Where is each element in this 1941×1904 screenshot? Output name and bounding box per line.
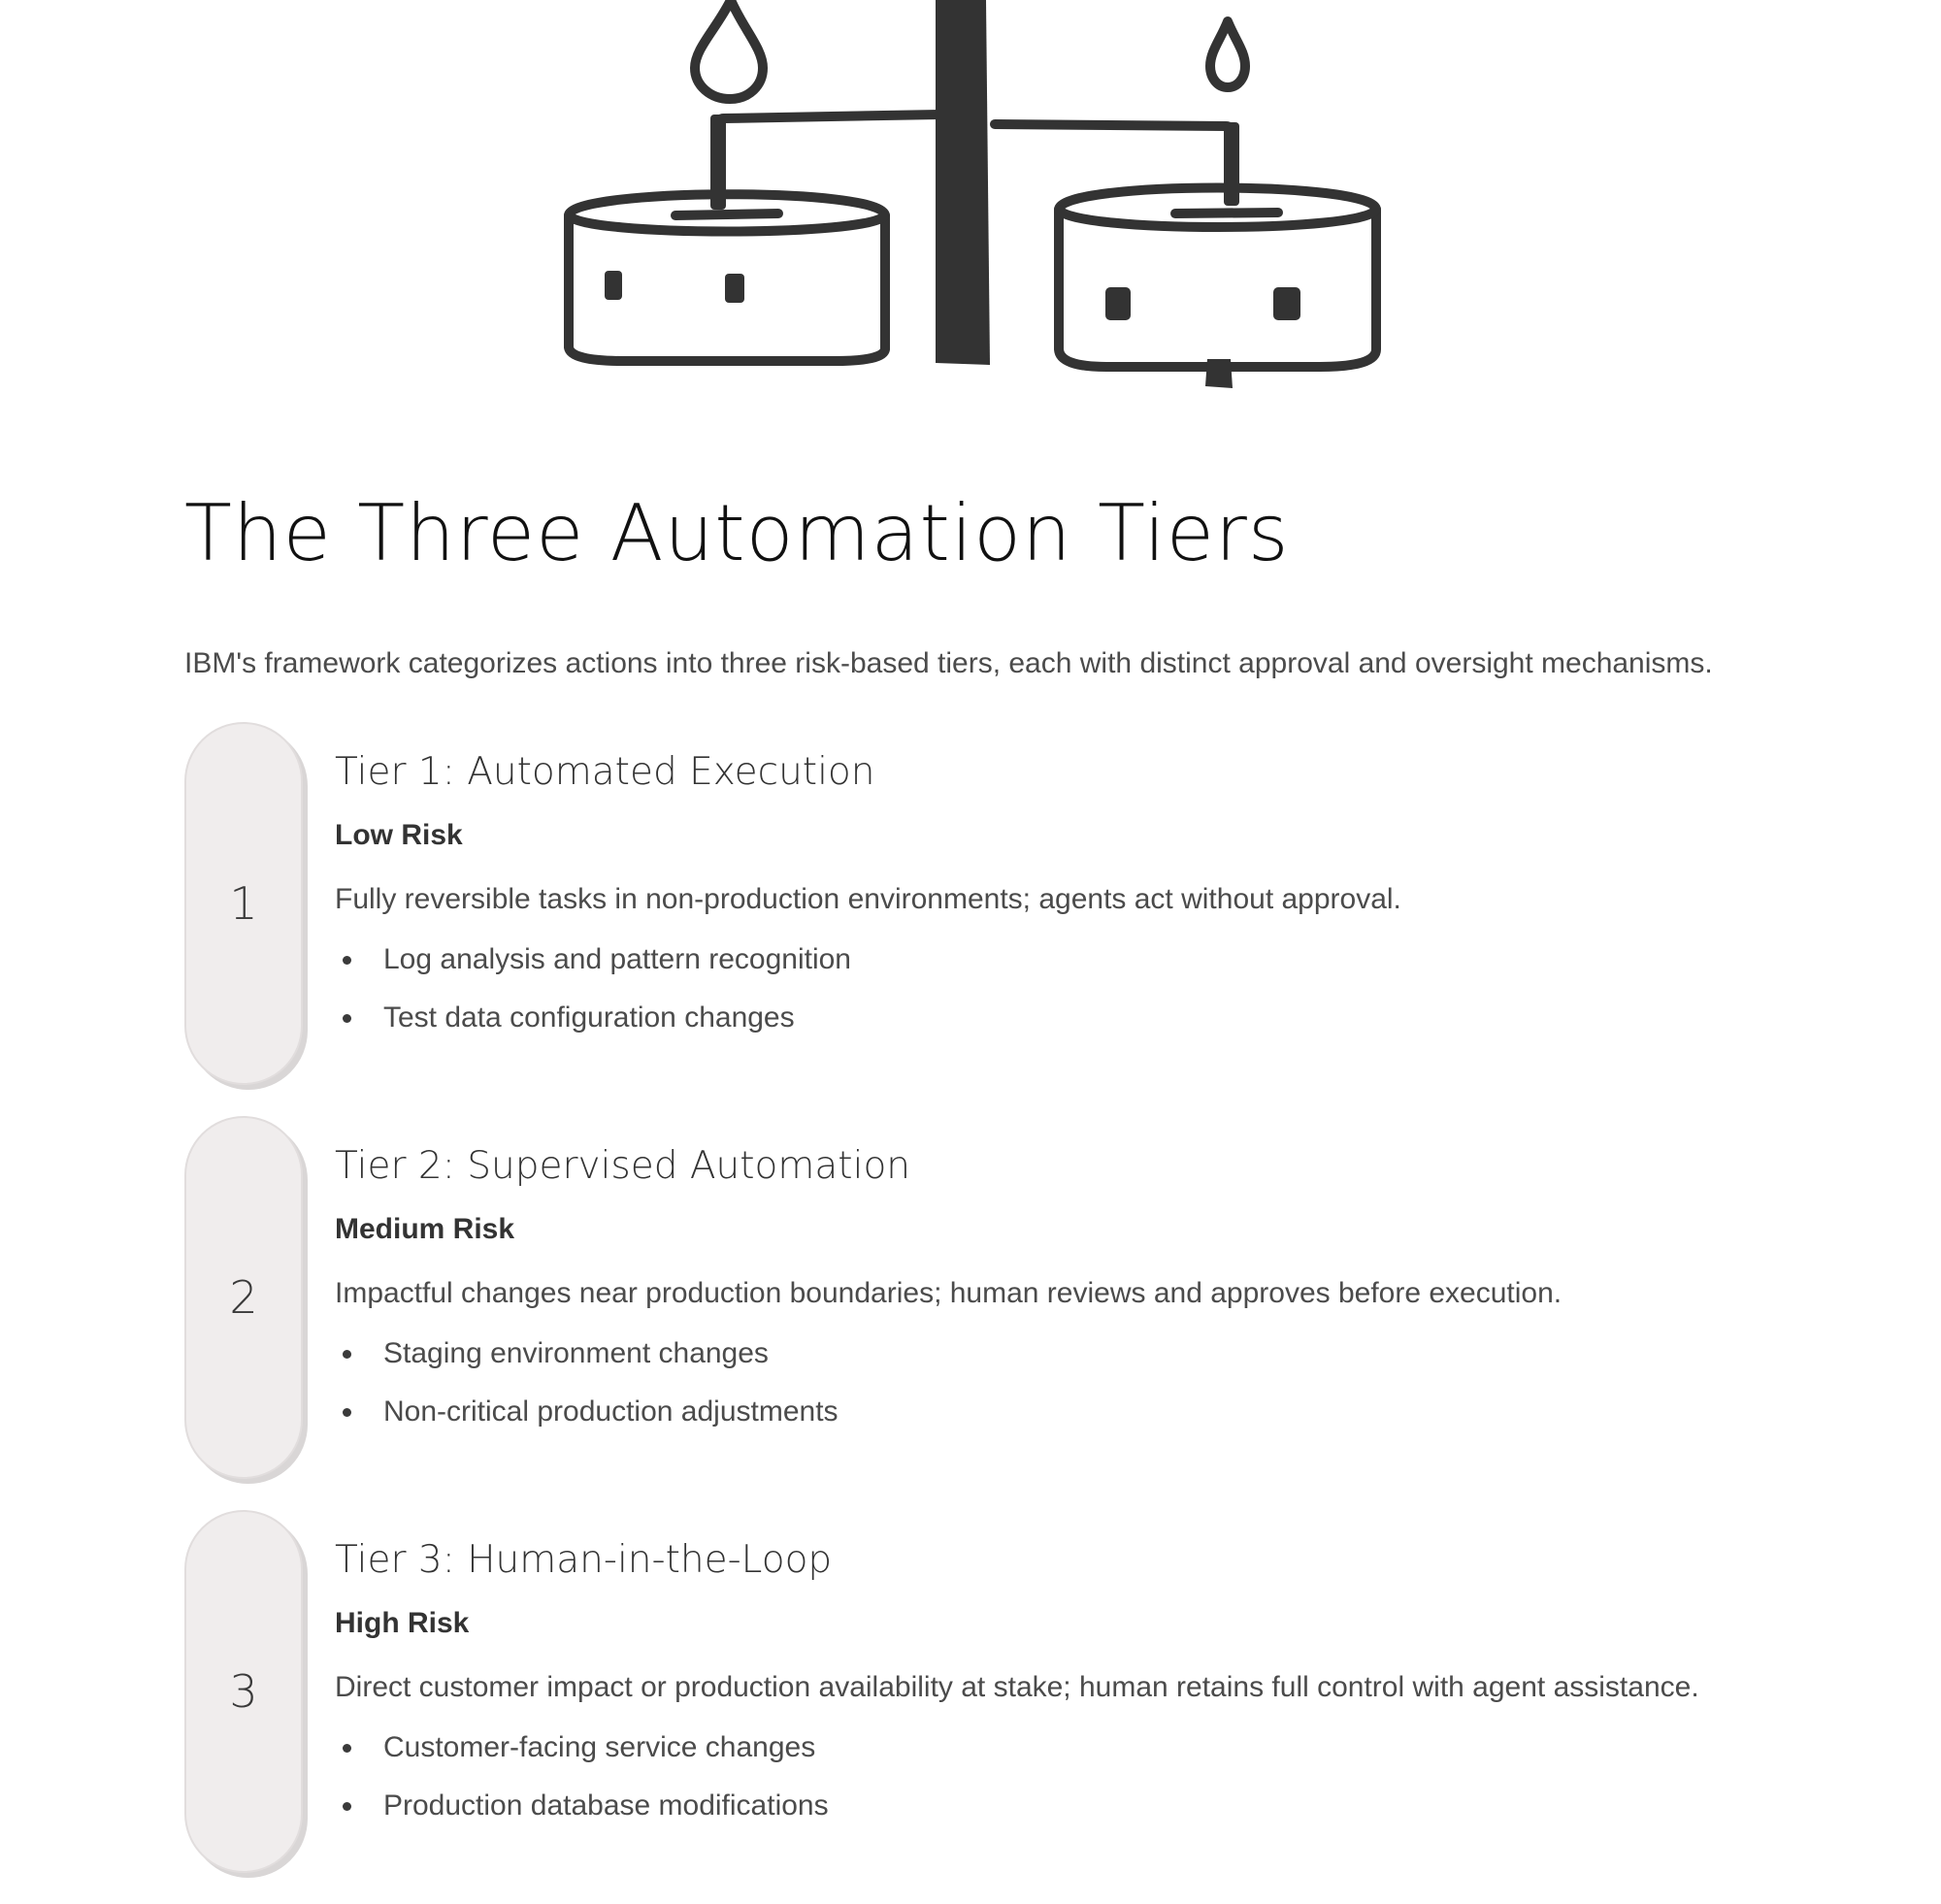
tier-card (184, 1116, 1834, 1481)
list-item (335, 1336, 1829, 1371)
list-item-text: Test data configuration changes (383, 1001, 795, 1034)
tier-content (335, 751, 1829, 1059)
tier-number-badge (184, 722, 303, 1085)
tier-number: 3 (229, 1665, 258, 1718)
tier-examples (335, 942, 1829, 1035)
tier-card (184, 1510, 1834, 1875)
list-item-text: Non-critical production adjustments (383, 1395, 839, 1428)
tier-number-badge (184, 1510, 303, 1873)
page-title: The Three Automation Tiers (184, 488, 1290, 578)
tier-risk-level: Low Risk (335, 818, 463, 851)
tier-content (335, 1539, 1829, 1847)
tier-risk-level: Medium Risk (335, 1212, 515, 1245)
tier-list (184, 722, 1834, 1904)
tier-card (184, 722, 1834, 1087)
bullet-icon (343, 1408, 351, 1417)
list-item (335, 942, 1829, 977)
page-intro: IBM's framework categorizes actions into three risk-based tiers, each with distinct approval and oversight mechanisms. (184, 647, 1713, 679)
tier-number: 1 (229, 877, 258, 930)
tier-description: Fully reversible tasks in non-production environments; agents act without approval. (335, 882, 1401, 915)
list-item (335, 1001, 1829, 1035)
list-item (335, 1730, 1829, 1765)
scales-candles-icon (543, 0, 1398, 408)
list-item-text: Customer-facing service changes (383, 1730, 816, 1763)
list-item (335, 1395, 1829, 1429)
tier-number-badge (184, 1116, 303, 1479)
tier-description: Impactful changes near production boundaries; human reviews and approves before execution. (335, 1276, 1563, 1309)
bullet-icon (343, 1014, 351, 1023)
bullet-icon (343, 1802, 351, 1811)
tier-content (335, 1145, 1829, 1453)
list-item (335, 1789, 1829, 1823)
tier-title: Tier 2: Supervised Automation (335, 1144, 911, 1188)
tier-title: Tier 1: Automated Execution (335, 750, 875, 794)
tier-description: Direct customer impact or production availability at stake; human retains full control with agent assistance. (335, 1670, 1699, 1703)
tier-title: Tier 3: Human-in-the-Loop (335, 1538, 833, 1582)
bullet-icon (343, 1350, 351, 1359)
bullet-icon (343, 956, 351, 965)
tier-number: 2 (229, 1271, 258, 1324)
list-item-text: Log analysis and pattern recognition (383, 942, 851, 975)
list-item-text: Production database modifications (383, 1789, 829, 1822)
hero-illustration (543, 0, 1398, 408)
list-item-text: Staging environment changes (383, 1336, 769, 1369)
tier-examples (335, 1730, 1829, 1823)
tier-examples (335, 1336, 1829, 1429)
bullet-icon (343, 1744, 351, 1753)
tier-risk-level: High Risk (335, 1606, 470, 1639)
